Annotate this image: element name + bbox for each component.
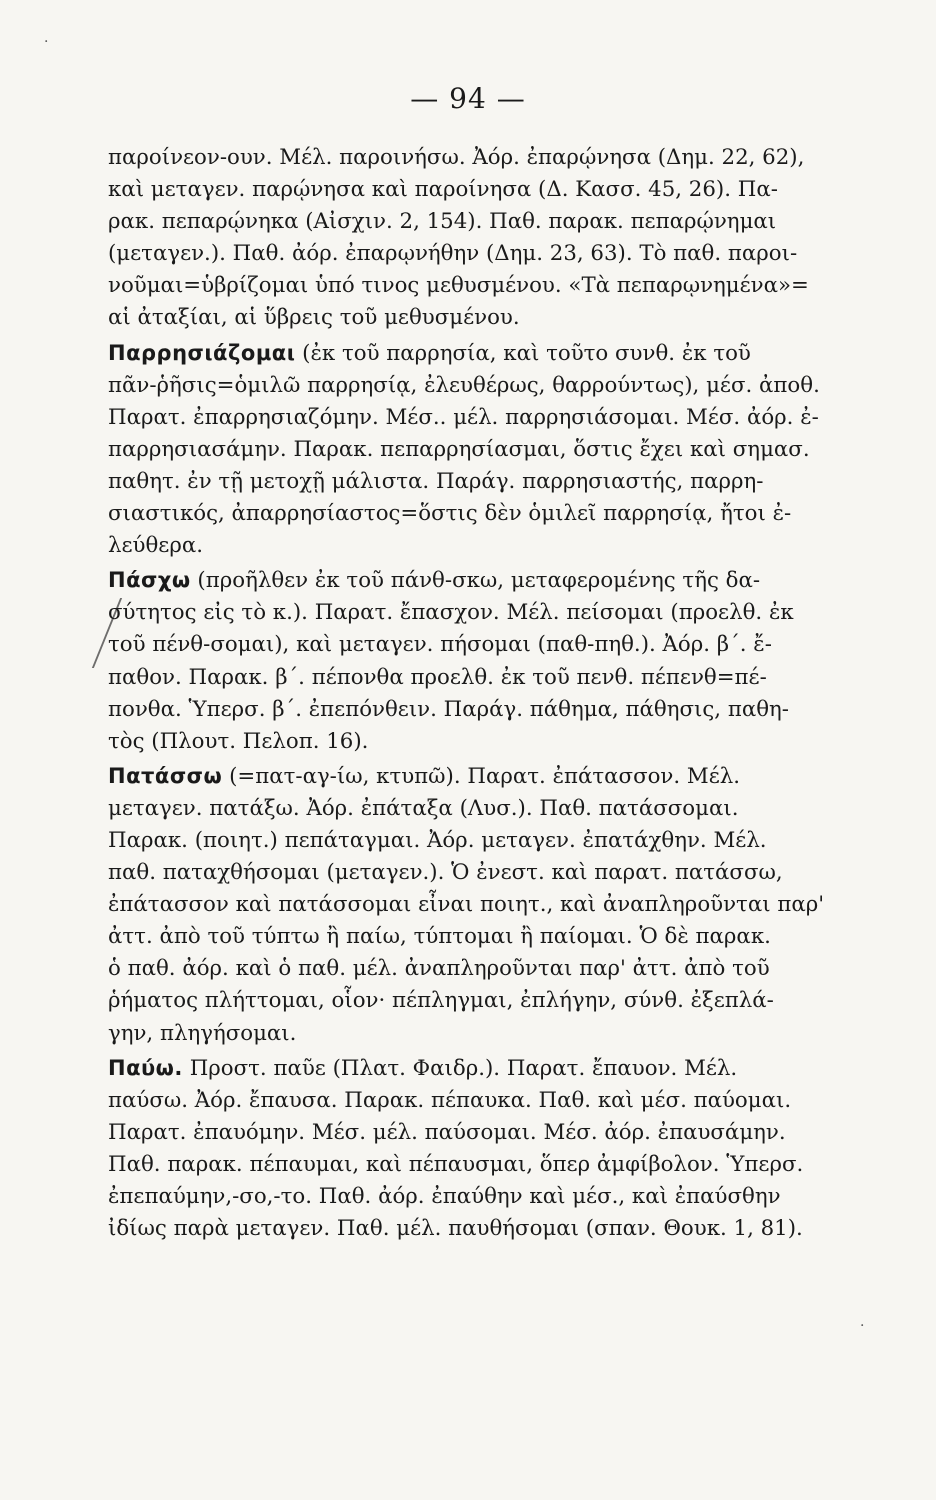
text-line: νοῦμαι=ὑβρίζομαι ὑπό τινος μεθυσμένου. «Τὰ πεπαρῳνημένα»= [108,273,809,299]
headword: Παύω. [108,1055,183,1080]
text-line: Παρατ. ἐπαρρησιαζόμην. Μέσ.. μέλ. παρρησιάσομαι. Μέσ. ἀόρ. ἐ- [108,404,819,430]
headword: Παρρησιάζομαι [108,340,296,365]
text-line: μεταγεν. πατάξω. Ἀόρ. ἐπάταξα (Λυσ.). Παθ. πατάσσομαι. [108,795,739,821]
text-line: γην, πληγήσομαι. [108,1020,297,1046]
text-line: παροίνεον-ουν. Μέλ. παροινήσω. Ἀόρ. ἐπαρῴνησα (Δημ. 22, 62), [108,145,805,170]
text-line: παύσω. Ἀόρ. ἔπαυσα. Παρακ. πέπαυκα. Παθ. καὶ μέσ. παύομαι. [108,1087,792,1113]
text-line: παθον. Παρακ. β΄. πέπονθα προελθ. ἐκ τοῦ πενθ. πέπενθ=πέ- [108,664,767,690]
text-line: τοῦ πένθ-σομαι), καὶ μεταγεν. πήσομαι (παθ-πηθ.). Ἀόρ. β΄. ἔ- [108,632,772,658]
scan-speck: · [860,1318,865,1334]
text-line: αἱ ἀταξίαι, αἱ ὕβρεις τοῦ μεθυσμένου. [108,305,520,331]
entry-first-line [108,564,844,597]
text-line: λεύθερα. [108,533,204,559]
headword: Πάσχω [108,568,191,593]
text-line: τὸς (Πλουτ. Πελοπ. 16). [108,728,369,754]
entry-first-line [108,1052,844,1085]
entry-first-line [108,337,844,370]
text-run: (ἐκ τοῦ παρρησία, καὶ τοῦτο συνθ. ἐκ τοῦ [295,340,751,366]
entry-first-line [108,760,844,793]
entry-parrisiazomai [108,337,844,563]
page-number: — 94 — [410,82,526,115]
headword: Πατάσσω [108,763,223,788]
entry-pascho [108,564,844,758]
text-line: Παθ. παρακ. πέπαυμαι, καὶ πέπαυσμαι, ὅπερ ἀμφίβολον. Ὑπερσ. [108,1151,804,1177]
dictionary-entries [108,142,844,1245]
entry-patasso [108,760,844,1050]
text-line: ῥήματος πλήττομαι, οἷον· πέπληγμαι, ἐπλήγην, σύνθ. ἐξεπλά- [108,988,774,1014]
text-run: Προστ. παῦε (Πλατ. Φαιδρ.). Παρατ. ἔπαυον. Μέλ. [182,1055,738,1081]
text-line: ὁ παθ. ἀόρ. καὶ ὁ παθ. μέλ. ἀναπληροῦνται παρ' ἀττ. ἀπὸ τοῦ [108,956,770,982]
text-line: παρρησιασάμην. Παρακ. πεπαρρησίασμαι, ὅστις ἔχει καὶ σημασ. [108,436,810,462]
text-line: πᾶν-ῥῆσις=ὁμιλῶ παρρησίᾳ, ἐλευθέρως, θαρρούντως), μέσ. ἀποθ. [108,372,820,398]
text-line: καὶ μεταγεν. παρῴνησα καὶ παροίνησα (Δ. Κασσ. 45, 26). Πα- [108,177,778,203]
text-line: (μεταγεν.). Παθ. ἀόρ. ἐπαρῳνήθην (Δημ. 23, 63). Τὸ παθ. παροι- [108,241,798,267]
text-line: ἰδίως παρὰ μεταγεν. Παθ. μέλ. παυθήσομαι (σπαν. Θουκ. 1, 81). [108,1216,803,1242]
text-run: (=πατ-αγ-ίω, κτυπῶ). Παρατ. ἐπάτασσον. Μέλ. [222,763,741,789]
text-run: (προῆλθεν ἐκ τοῦ πάνθ-σκω, μεταφερομένης τῆς δα- [190,568,761,594]
scan-speck: · [44,34,49,50]
text-line: ἀττ. ἀπὸ τοῦ τύπτω ἢ παίω, τύπτομαι ἢ παίομαι. Ὁ δὲ παρακ. [108,924,771,950]
text-line: σιαστικός, ἀπαρρησίαστος=ὅστις δὲν ὁμιλεῖ παρρησίᾳ, ἤτοι ἐ- [108,501,792,527]
text-line: ρακ. πεπαρῴνηκα (Αἰσχιν. 2, 154). Παθ. παρακ. πεπαρῴνημαι [108,209,777,235]
text-line: Παρατ. ἐπαυόμην. Μέσ. μέλ. παύσομαι. Μέσ. ἀόρ. ἐπαυσάμην. [108,1119,786,1145]
text-line: παθητ. ἐν τῇ μετοχῇ μάλιστα. Παράγ. παρρησιαστής, παρρη- [108,468,764,494]
text-line: ἐπάτασσον καὶ πατάσσομαι εἶναι ποιητ., καὶ ἀναπληροῦνται παρ' [108,892,825,918]
text-line: πονθα. Ὑπερσ. β΄. ἐπεπόνθειν. Παράγ. πάθημα, πάθησις, παθη- [108,696,789,722]
text-line: παθ. παταχθήσομαι (μεταγεν.). Ὁ ἐνεστ. καὶ παρατ. πατάσσω, [108,860,783,886]
entry-pavo [108,1052,844,1246]
entry-paroineo [108,142,844,335]
text-line: Παρακ. (ποιητ.) πεπάταγμαι. Ἀόρ. μεταγεν. ἐπατάχθην. Μέλ. [108,827,767,853]
text-line: ἐπεπαύμην,-σο,-το. Παθ. ἀόρ. ἐπαύθην καὶ μέσ., καὶ ἐπαύσθην [108,1184,781,1209]
text-line: σύτητος εἰς τὸ κ.). Παρατ. ἔπασχον. Μέλ. πείσομαι (προελθ. ἐκ [108,600,794,626]
